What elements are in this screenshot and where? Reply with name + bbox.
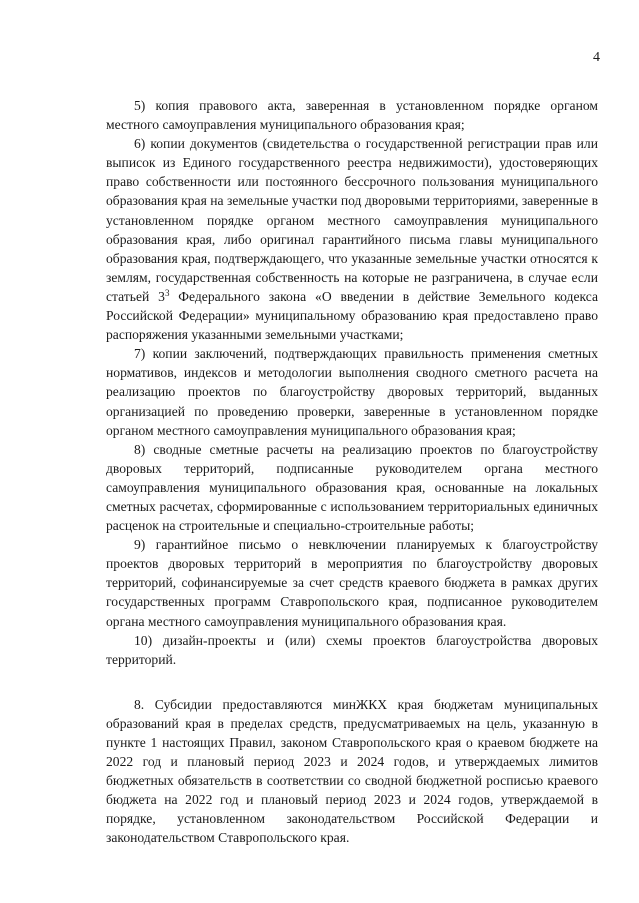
section-8-paragraph: 8. Субсидии предоставляются минЖКХ края бюджетам муниципальных образований края в пределах средств, предусматриваемых на цель, указанную в пункте 1 настоящих Правил, законом Ставропольского края о краевом бюджете на 2022 год и плановый период 2023 и 2024 годов, и утверждаемых лимитов бюджетных обязательств в соответствии со сводной бюджетной росписью краевого бюджета на 2022 год и плановый период 2023 и 2024 годов, утверждаемой в порядке, установленном законодательством Российской Федерации и законодательством Ставропольского края.	[106, 696, 598, 846]
superscript: 3	[164, 287, 170, 298]
document-body	[106, 96, 598, 848]
section-gap	[106, 669, 598, 695]
list-item-8: 8) сводные сметные расчеты на реализацию проектов по благоустройству дворовых территорий, подписанные руководителем органа местного самоуправления муниципального образования края, основанные на локальных сметных расчетах, сформированные с использованием территориальных единичных расценок на строительные и специально-строительные работы;	[106, 441, 598, 534]
list-item-7: 7) копии заключений, подтверждающих правильность применения сметных нормативов, индексов и методологии выполнения сводного сметного расчета на реализацию проектов по благоустройству дворовых территорий, выданных организацией по проведению проверки, заверенные в установленном порядке органом местного самоуправления муниципального образования края;	[106, 346, 598, 438]
list-item-10: 10) дизайн-проекты и (или) схемы проектов благоустройства дворовых территорий.	[106, 632, 598, 667]
list-item-6-text-before: 6) копии документов (свидетельства о государственной регистрации прав или выписок из Единого государственного реестра недвижимости), удостоверяющих право собственности или постоянного бессрочного пользования муниципального образования края на земельные участки под дворовыми территориями, заверенные в установленном порядке органом местного самоуправления муниципального образования края, либо оригинал гарантийного письма главы муниципального образования края, подтверждающего, что указанные земельные участки относятся к землям, государственная собственность на которые не разграничена, в случае если статьей 3	[106, 136, 598, 304]
list-item-9: 9) гарантийное письмо о невключении планируемых к благоустройству проектов дворовых территорий в мероприятия по благоустройству дворовых территорий, софинансируемые за счет средств краевого бюджета в рамках других государственных программ Ставропольского края, подписанное руководителем органа местного самоуправления муниципального образования края.	[106, 537, 598, 629]
list-item-5: 5) копия правового акта, заверенная в установленном порядке органом местного самоуправления муниципального образования края;	[106, 98, 598, 133]
list-item-6	[106, 134, 598, 344]
list-item-6-text-after: Федерального закона «О введении в действие Земельного кодекса Российской Федерации» муниципальному образованию края предоставлено право распоряжения указанными земельными участками;	[106, 288, 599, 343]
page-number: 4	[593, 50, 600, 65]
